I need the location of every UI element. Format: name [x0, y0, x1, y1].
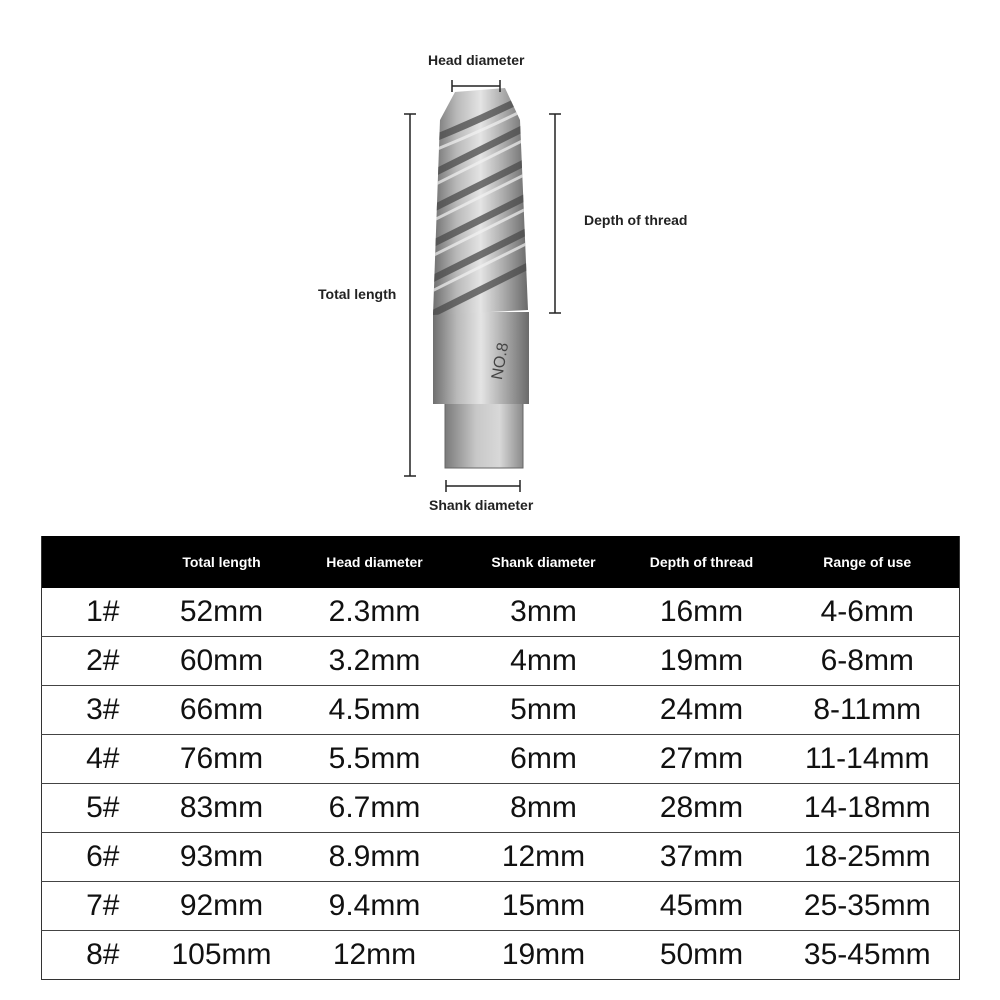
- cell-depth-of-thread: 16mm: [659, 595, 744, 628]
- cell-shank-diameter: 3mm: [510, 595, 577, 628]
- header-head-diameter: Head diameter: [290, 536, 460, 588]
- size-spec-table: [41, 536, 960, 980]
- table-row: [42, 882, 960, 931]
- cell-size: 5#: [42, 784, 154, 833]
- table-row: [42, 637, 960, 686]
- cell-total-length: 66mm: [154, 686, 290, 735]
- cell-head-diameter: 5.5mm: [290, 735, 460, 784]
- cell-range-of-use: 11-14mm: [776, 735, 960, 784]
- header-range-of-use: Range of use: [776, 536, 960, 588]
- cell-head-diameter: 3.2mm: [290, 637, 460, 686]
- header-total-length: Total length: [154, 536, 290, 588]
- table-row: [42, 833, 960, 882]
- cell-size: 8#: [42, 931, 154, 980]
- cell-shank-diameter: 5mm: [460, 686, 628, 735]
- table-row: [42, 931, 960, 980]
- bit-shank: [433, 312, 529, 404]
- cell-depth-of-thread: 28mm: [628, 784, 776, 833]
- cell-size: 6#: [42, 833, 154, 882]
- cell-total-length: 105mm: [154, 931, 290, 980]
- table-header-row: [42, 536, 960, 588]
- cell-size: 7#: [42, 882, 154, 931]
- cell-shank-diameter: 12mm: [460, 833, 628, 882]
- cell-shank-diameter: 8mm: [460, 784, 628, 833]
- cell-total-length: 93mm: [154, 833, 290, 882]
- cell-depth-of-thread: 27mm: [628, 735, 776, 784]
- table-row: [42, 686, 960, 735]
- cell-total-length: 76mm: [154, 735, 290, 784]
- cell-shank-diameter: 4mm: [460, 637, 628, 686]
- depth-of-thread-dimension: [549, 114, 561, 313]
- cell-range-of-use: 35-45mm: [776, 931, 960, 980]
- head-diameter-label: Head diameter: [428, 52, 525, 68]
- cell-depth-of-thread: 19mm: [628, 637, 776, 686]
- cell-shank-diameter: 6mm: [460, 735, 628, 784]
- cell-total-length: 60mm: [154, 637, 290, 686]
- cell-range-of-use: 4-6mm: [820, 595, 914, 628]
- cell-range-of-use: 14-18mm: [776, 784, 960, 833]
- cell-head-diameter: 9.4mm: [290, 882, 460, 931]
- total-length-dimension: [404, 114, 416, 476]
- bit-shank-square: [445, 400, 523, 468]
- header-depth-of-thread: Depth of thread: [628, 536, 776, 588]
- total-length-label: Total length: [318, 286, 397, 302]
- cell-head-diameter: 2.3mm: [328, 595, 421, 628]
- cell-head-diameter: 8.9mm: [290, 833, 460, 882]
- cell-total-length: 52mm: [179, 595, 264, 628]
- shank-diameter-dimension: [446, 480, 520, 492]
- cell-size: 3#: [42, 686, 154, 735]
- cell-depth-of-thread: 45mm: [628, 882, 776, 931]
- cell-range-of-use: 25-35mm: [776, 882, 960, 931]
- header-shank-diameter: Shank diameter: [460, 536, 628, 588]
- cell-shank-diameter: 19mm: [460, 931, 628, 980]
- cell-depth-of-thread: 37mm: [628, 833, 776, 882]
- cell-total-length: 83mm: [154, 784, 290, 833]
- table-row: [42, 735, 960, 784]
- cell-head-diameter: 12mm: [290, 931, 460, 980]
- cell-range-of-use: 18-25mm: [776, 833, 960, 882]
- cell-range-of-use: 8-11mm: [776, 686, 960, 735]
- cell-size: 1#: [86, 595, 120, 628]
- depth-of-thread-label: Depth of thread: [584, 212, 688, 228]
- table-row: [42, 784, 960, 833]
- cell-depth-of-thread: 24mm: [628, 686, 776, 735]
- cell-depth-of-thread: 50mm: [628, 931, 776, 980]
- table-row: [42, 588, 960, 637]
- bit-marking: NO.8: [488, 341, 513, 382]
- cell-range-of-use: 6-8mm: [776, 637, 960, 686]
- cell-head-diameter: 4.5mm: [290, 686, 460, 735]
- cell-size: 4#: [42, 735, 154, 784]
- cell-total-length: 92mm: [154, 882, 290, 931]
- cell-head-diameter: 6.7mm: [290, 784, 460, 833]
- bit-spiral-head: [430, 88, 530, 315]
- cell-size: 2#: [42, 637, 154, 686]
- header-size: [42, 536, 154, 588]
- cell-shank-diameter: 15mm: [460, 882, 628, 931]
- shank-diameter-label: Shank diameter: [429, 497, 534, 513]
